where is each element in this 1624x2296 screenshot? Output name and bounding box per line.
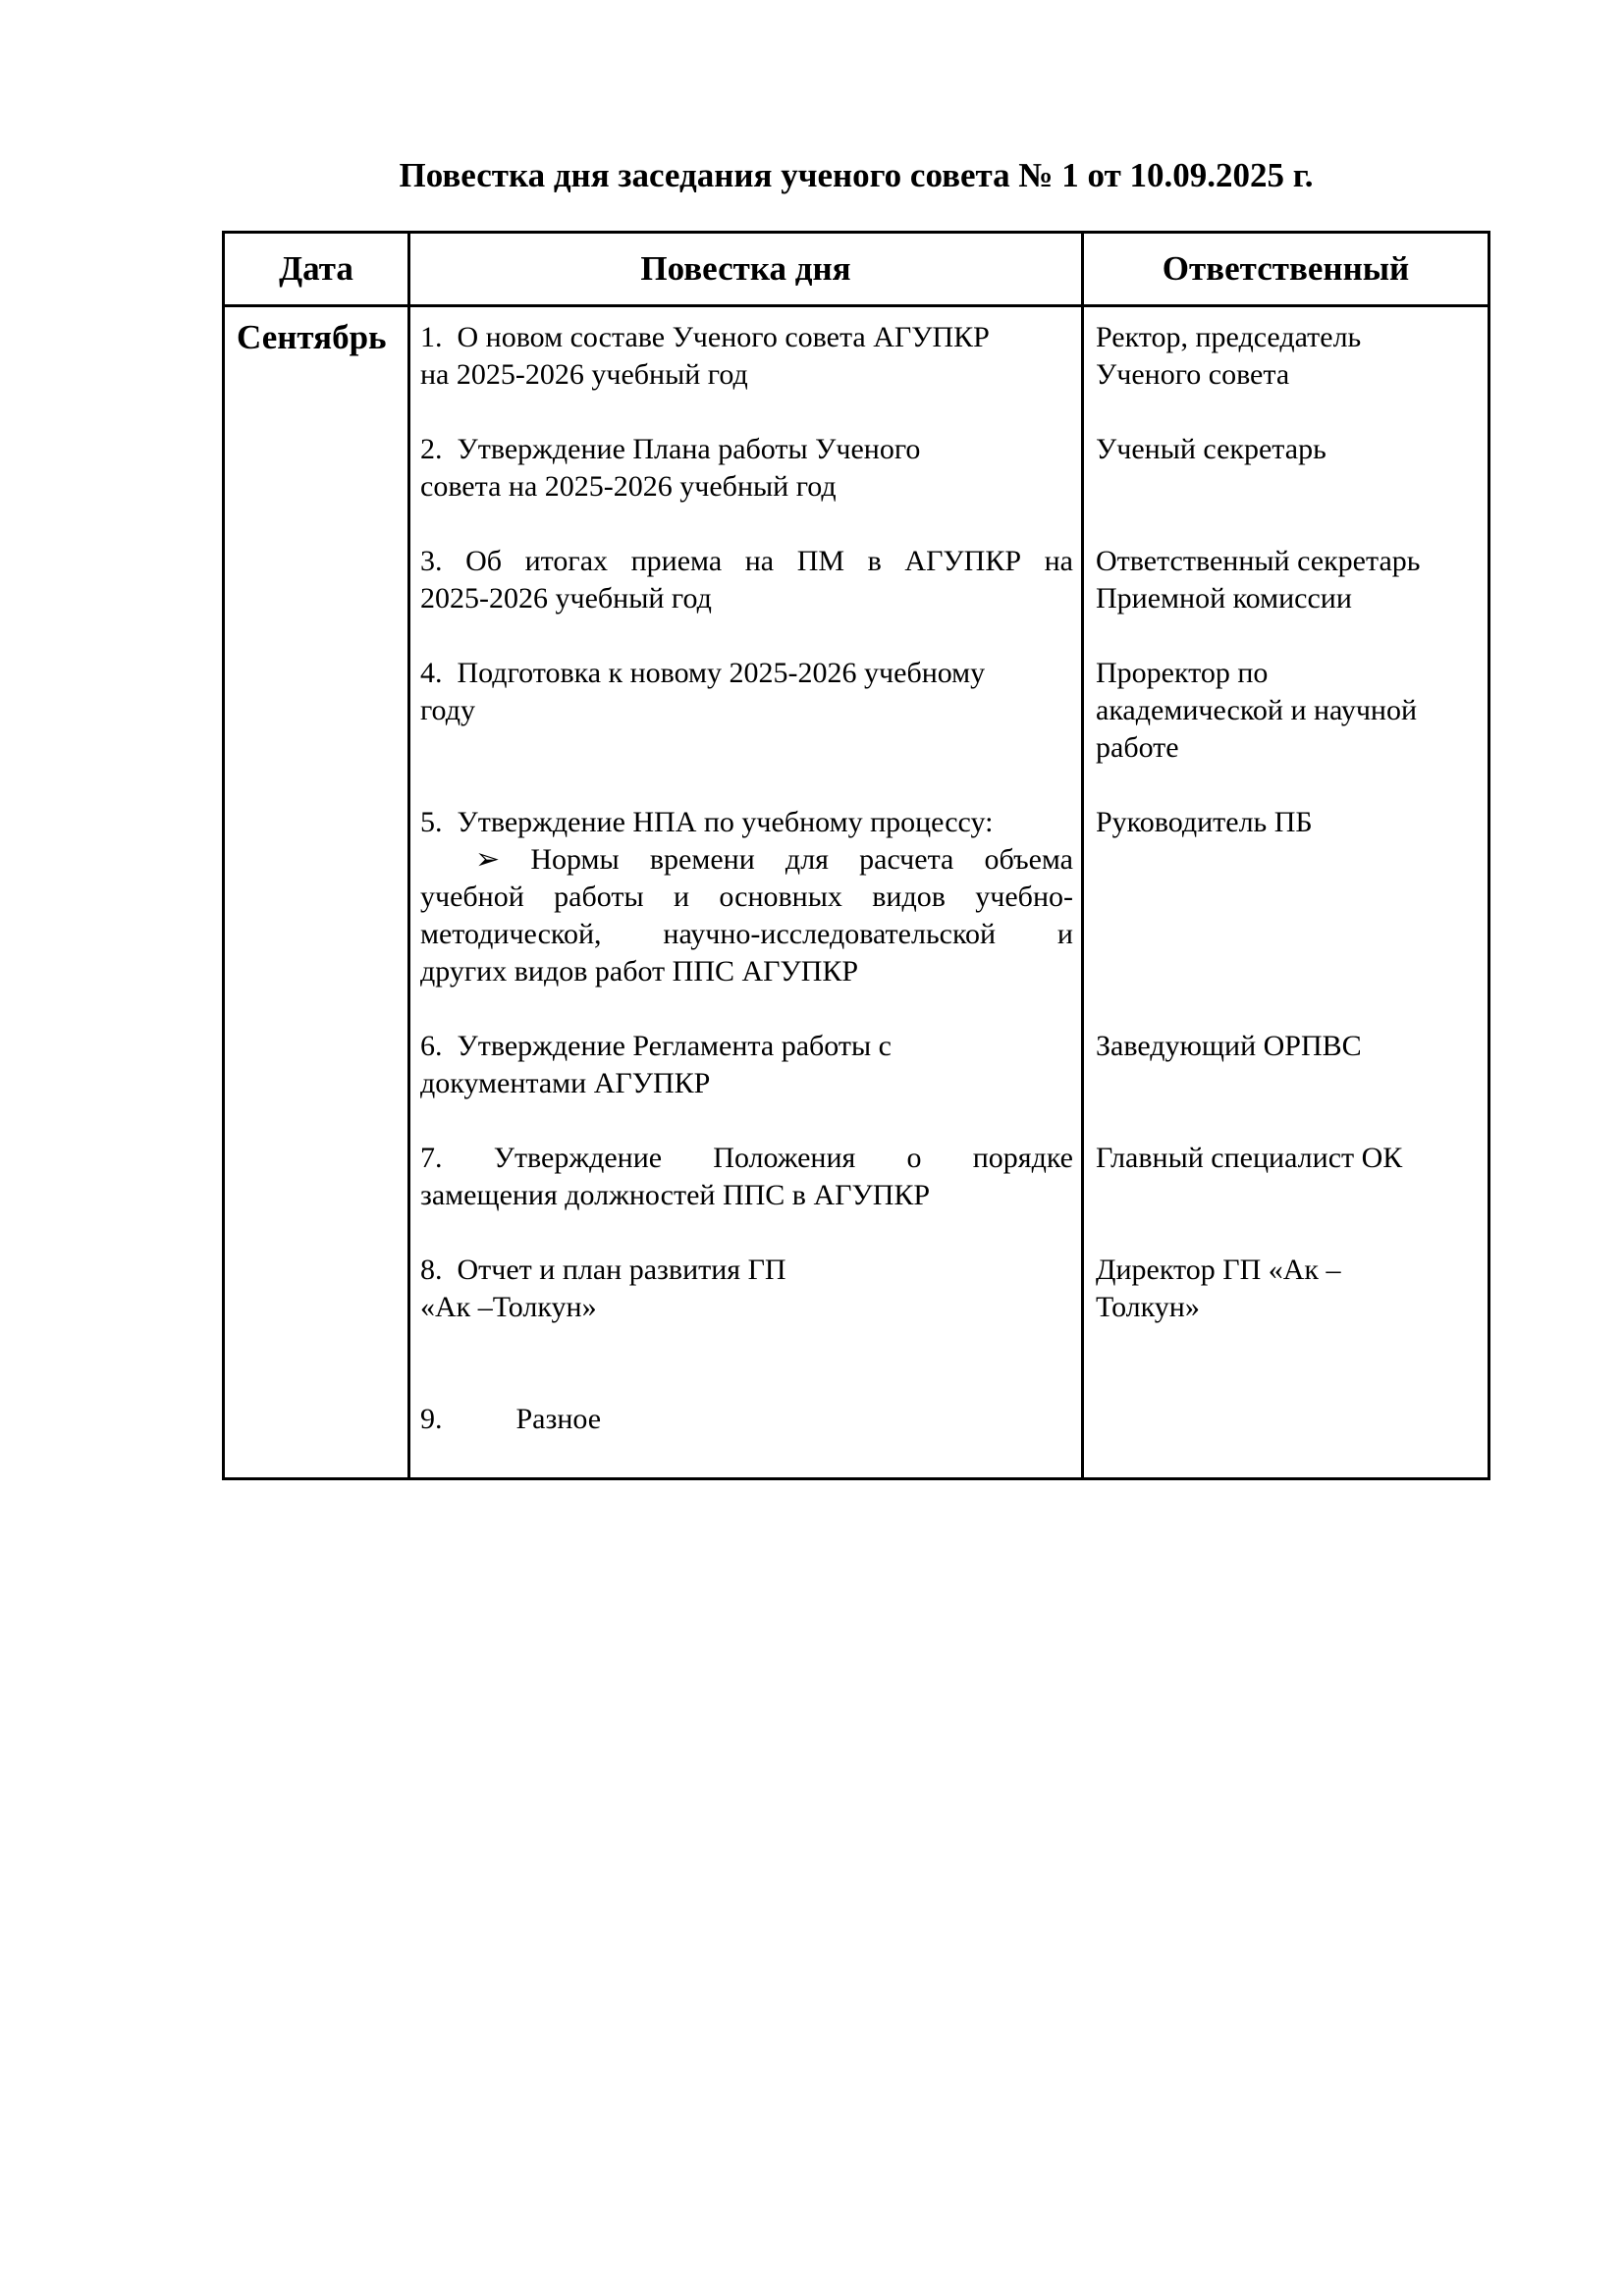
header-cell-agenda: Повестка дня <box>410 234 1084 304</box>
agenda-line: 3. Об итогах приема на ПМ в АГУПКР на <box>420 545 1073 577</box>
agenda-item-9 <box>420 1401 1073 1438</box>
agenda-line: документами АГУПКР <box>420 1067 711 1099</box>
agenda-item-7 <box>420 1140 1073 1214</box>
responsible-line: Ученого совета <box>1096 358 1290 391</box>
responsible-line: Ответственный секретарь <box>1096 545 1421 577</box>
agenda-item-3 <box>420 543 1073 617</box>
agenda-item-2 <box>420 431 1073 506</box>
agenda-line: 9. Разное <box>420 1403 602 1435</box>
responsible-line: Главный специалист ОК <box>1096 1142 1403 1174</box>
responsible-line: академической и научной <box>1096 694 1418 726</box>
month-label: Сентябрь <box>237 318 387 356</box>
agenda-item-8 <box>420 1252 1073 1326</box>
agenda-table <box>222 231 1490 1480</box>
date-cell <box>225 307 410 1477</box>
agenda-line: году <box>420 694 475 726</box>
agenda-item-6 <box>420 1028 1073 1102</box>
agenda-line: 7. Утверждение Положения о порядке <box>420 1142 1073 1174</box>
responsible-line: Проректор по <box>1096 657 1269 689</box>
responsible-line: Заведующий ОРПВС <box>1096 1030 1362 1062</box>
responsible-entry-3 <box>1096 543 1482 617</box>
responsible-line: Руководитель ПБ <box>1096 806 1313 838</box>
responsible-entry-8 <box>1096 1252 1482 1326</box>
responsible-line: Приемной комиссии <box>1096 582 1352 614</box>
agenda-item-1 <box>420 319 1073 394</box>
agenda-line: 4. Подготовка к новому 2025-2026 учебному <box>420 657 986 689</box>
responsible-entry-1 <box>1096 319 1482 394</box>
agenda-line: других видов работ ППС АГУПКР <box>420 955 859 988</box>
agenda-line: 2. Утверждение Плана работы Ученого <box>420 433 921 465</box>
agenda-cell <box>410 307 1084 1477</box>
header-cell-date: Дата <box>225 234 410 304</box>
agenda-line: ➢ Нормы времени для расчета объема <box>475 843 1073 876</box>
responsible-line: Директор ГП «Ак – <box>1096 1254 1341 1286</box>
responsible-line: работе <box>1096 731 1179 764</box>
responsible-line: Ректор, председатель <box>1096 321 1362 353</box>
responsible-line: Ученый секретарь <box>1096 433 1326 465</box>
agenda-line: совета на 2025-2026 учебный год <box>420 470 837 503</box>
agenda-line: замещения должностей ППС в АГУПКР <box>420 1179 931 1211</box>
agenda-item-5 <box>420 804 1073 990</box>
agenda-line: 5. Утверждение НПА по учебному процессу: <box>420 806 994 838</box>
agenda-line: методической, научно-исследовательской и <box>420 918 1073 950</box>
agenda-line: 6. Утверждение Регламента работы с <box>420 1030 892 1062</box>
responsible-entry-5 <box>1096 804 1482 841</box>
agenda-line: учебной работы и основных видов учебно- <box>420 881 1073 913</box>
responsible-cell <box>1084 307 1488 1477</box>
document-title: Повестка дня заседания ученого совета № 1 от 10.09.2025 г. <box>399 156 1314 194</box>
responsible-line: Толкун» <box>1096 1291 1200 1323</box>
agenda-line: 1. О новом составе Ученого совета АГУПКР <box>420 321 990 353</box>
table-header-row <box>225 234 1488 307</box>
agenda-line: на 2025-2026 учебный год <box>420 358 748 391</box>
responsible-entry-6 <box>1096 1028 1482 1065</box>
agenda-item-4 <box>420 655 1073 729</box>
table-body-row <box>225 307 1488 1477</box>
header-cell-responsible: Ответственный <box>1162 249 1410 288</box>
responsible-entry-4 <box>1096 655 1482 767</box>
responsible-entry-7 <box>1096 1140 1482 1177</box>
agenda-line: 2025-2026 учебный год <box>420 582 712 614</box>
agenda-line: 8. Отчет и план развития ГП <box>420 1254 786 1286</box>
agenda-line: «Ак –Толкун» <box>420 1291 597 1323</box>
responsible-entry-2 <box>1096 431 1482 468</box>
